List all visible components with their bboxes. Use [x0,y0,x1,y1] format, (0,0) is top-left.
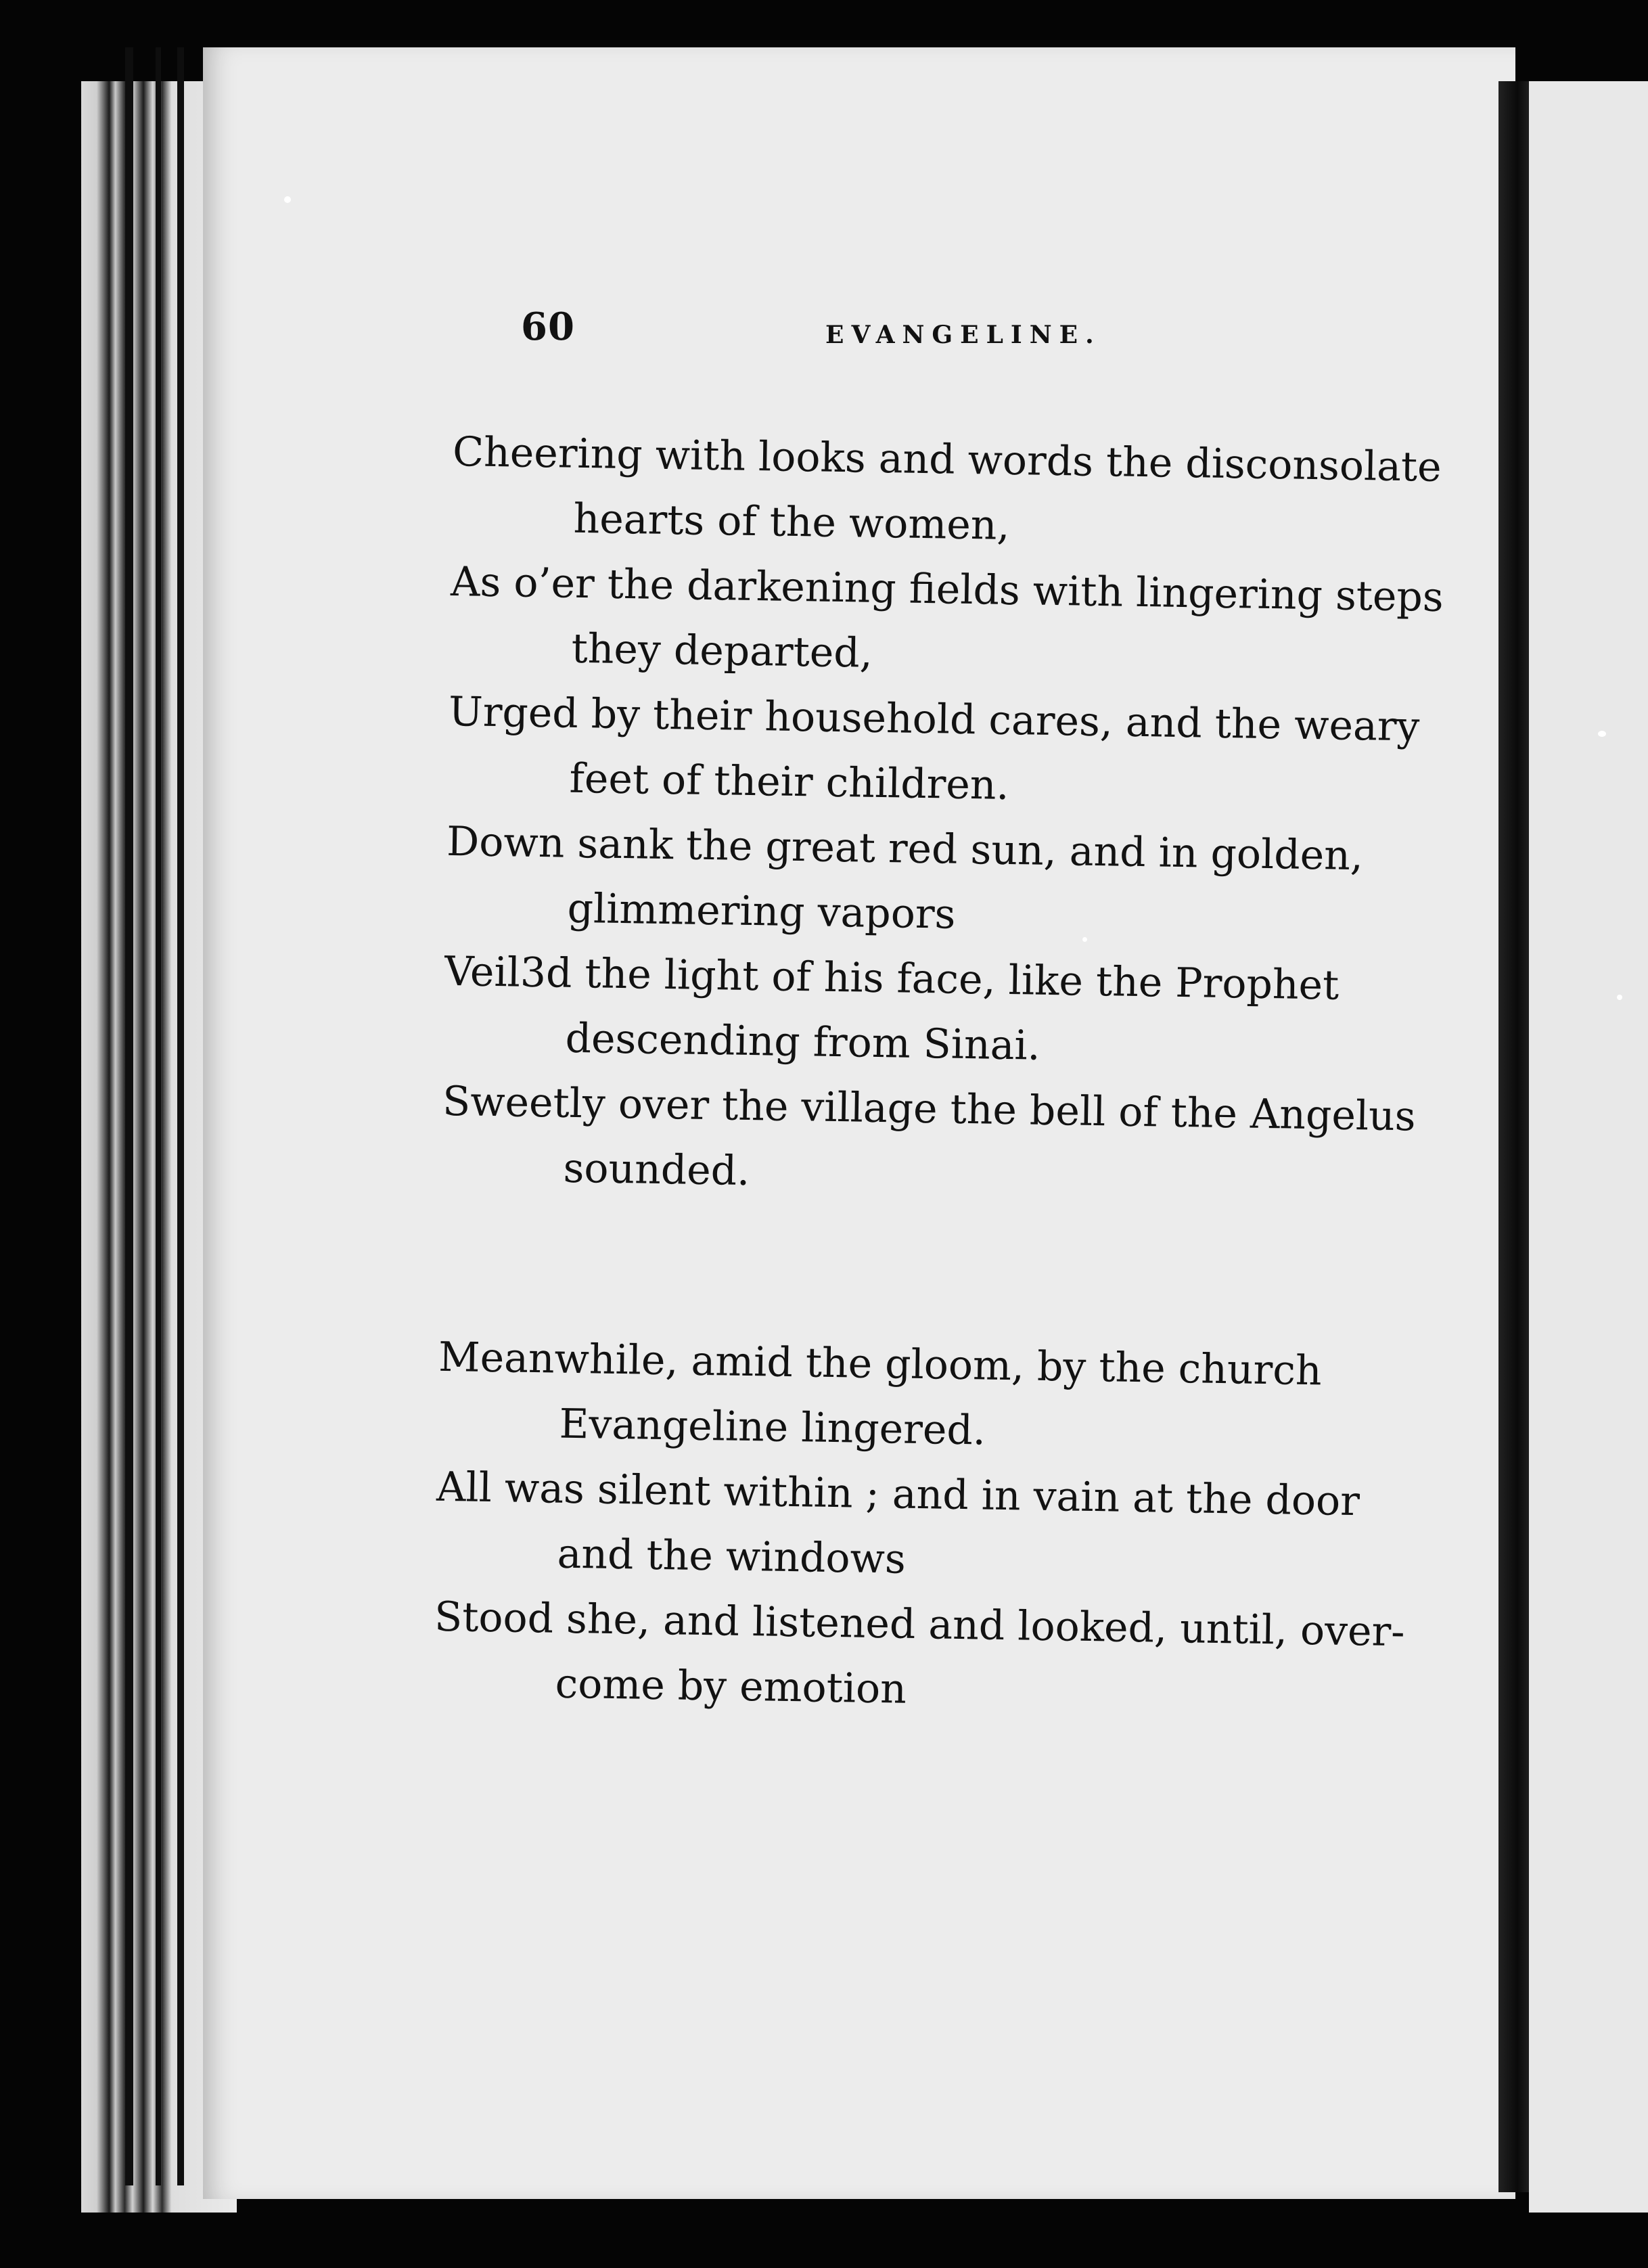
stanza [441,419,1444,1214]
page-edge-stripe [177,47,184,2185]
verse-line [451,419,1442,564]
verse-line [447,679,1420,824]
verse-line [449,549,1444,694]
verse-line-text: Veil3d the light of his face, like the Prophet [444,947,1340,1010]
speck [1598,731,1606,737]
verse-line-continuation: hearts of the women, [573,495,1011,549]
verse-line [445,809,1394,954]
running-title: EVANGELINE. [825,321,1101,349]
verse-line-continuation: Evangeline lingered. [559,1400,986,1455]
verse-line-text: All was silent within ; and in vain at the door [436,1463,1360,1526]
verse-line-continuation: come by emotion [555,1660,907,1713]
verse-line [433,1585,1406,1729]
facing-page-edge [1529,81,1648,2213]
verse-line-continuation: they departed, [571,625,873,677]
speck [1617,995,1622,1000]
verse-line [441,1069,1417,1214]
verse-line-continuation: glimmering vapors [567,884,956,938]
verse-line [443,939,1392,1084]
verse-line-text: As o’er the darkening fields with lingering steps [450,558,1444,622]
page-edge-stripe [156,47,161,2185]
verse-line-text: Down sank the great red sun, and in golden, [446,817,1364,880]
verse-line-continuation: sounded. [563,1144,750,1196]
page-number: 60 [521,304,575,349]
verse-line-text: Sweetly over the village the bell of the Angelus [442,1077,1417,1141]
verse-line-continuation: and the windows [557,1530,907,1583]
verse-line-continuation: feet of their children. [569,754,1010,809]
poem-text [431,419,1444,1855]
verse-line [437,1325,1386,1470]
verse-line-text: Meanwhile, amid the gloom, by the church [438,1333,1323,1395]
stanza [433,1325,1406,1729]
running-head [521,304,1427,365]
verse-line-text: Stood she, and listened and looked, until, over- [434,1593,1406,1656]
verse-line-text: Urged by their household cares, and the weary [448,687,1420,751]
page-edge-stripe [125,47,133,2185]
verse-line-continuation: descending from Sinai. [565,1014,1041,1070]
speck [1082,937,1087,942]
verse-line-text: Cheering with looks and words the disconsolate [452,428,1442,491]
verse-line [435,1455,1384,1600]
speck [284,196,291,203]
